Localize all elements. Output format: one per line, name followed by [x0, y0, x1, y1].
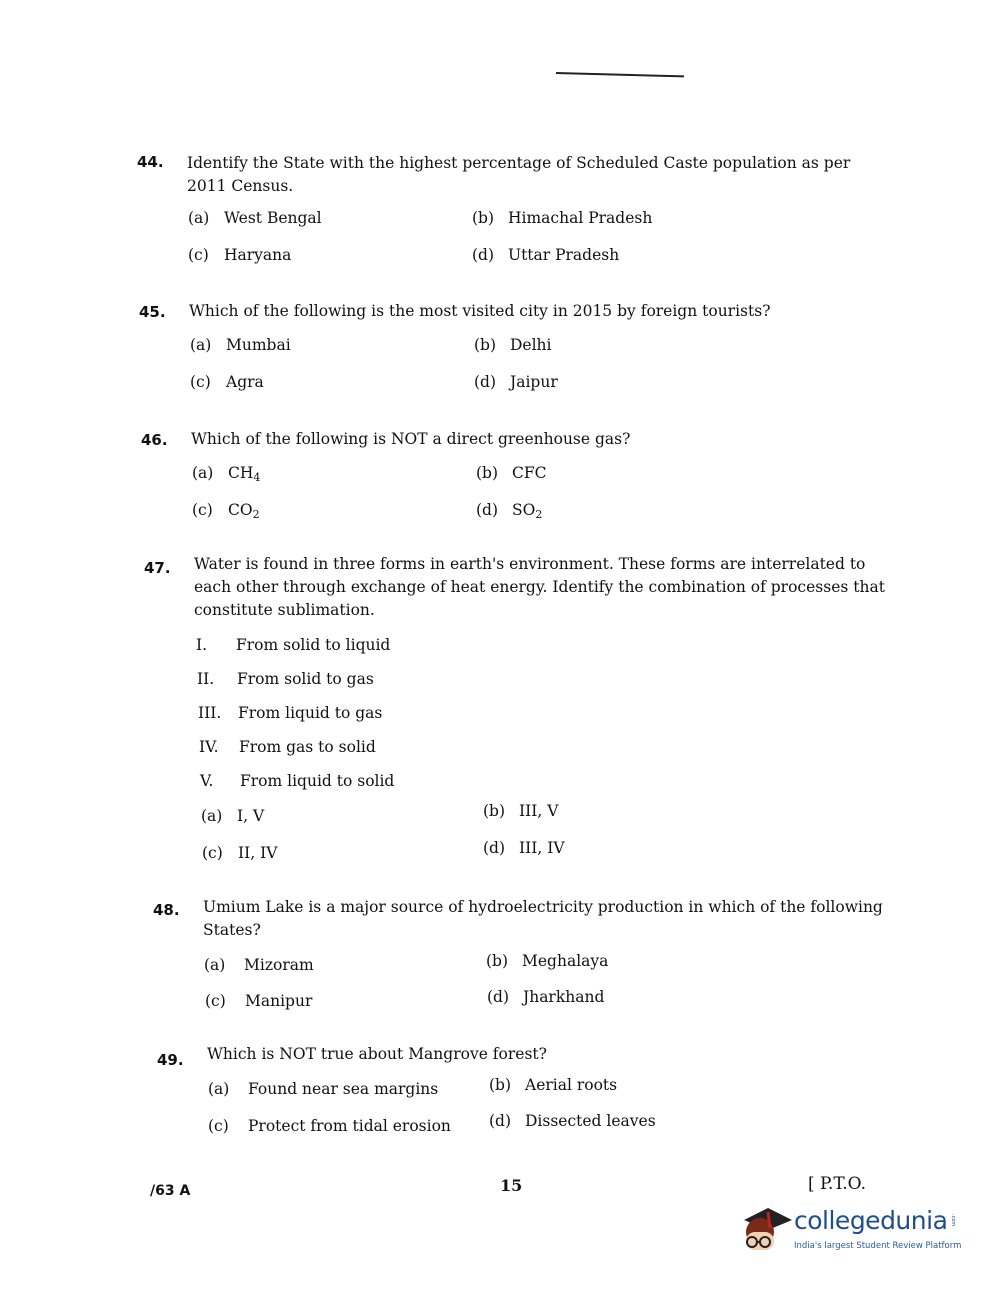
question-number: 44. — [137, 153, 164, 171]
option-label: (c) — [190, 373, 211, 391]
formula-base: CO — [228, 501, 253, 519]
option-label: (d) — [474, 373, 497, 391]
option-d — [483, 839, 565, 857]
question-text: Identify the State with the highest percentage of Scheduled Caste population as per 2011 Census. — [187, 154, 851, 195]
option-b — [476, 464, 546, 482]
option-label: (a) — [192, 464, 214, 482]
question-number: 49. — [157, 1051, 184, 1069]
statement-text: From solid to gas — [237, 670, 374, 688]
option-b — [486, 952, 608, 970]
option-label: (d) — [476, 501, 499, 519]
option-c — [202, 844, 277, 862]
option-b — [489, 1076, 617, 1094]
option-text: I, V — [237, 807, 265, 825]
option-label: (c) — [208, 1117, 229, 1135]
question-text — [203, 896, 883, 942]
option-text: CFC — [512, 464, 547, 482]
option-text: Meghalaya — [522, 952, 609, 970]
option-label: (d) — [483, 839, 506, 857]
pto-marker: [ P.T.O. — [808, 1174, 867, 1194]
option-label: (a) — [190, 336, 212, 354]
option-text: West Bengal — [224, 209, 322, 227]
option-formula — [512, 501, 542, 521]
option-label: (a) — [204, 956, 226, 974]
option-d — [489, 1112, 656, 1130]
option-b — [483, 802, 558, 820]
question-text — [194, 553, 885, 622]
option-a — [190, 336, 291, 354]
option-formula — [228, 501, 260, 521]
option-label: (a) — [208, 1080, 230, 1098]
statement-text: From liquid to solid — [240, 772, 395, 790]
question-text-line: Umium Lake is a major source of hydroelectricity production in which of the following — [203, 898, 883, 916]
statement-text: From liquid to gas — [238, 704, 383, 722]
question-text-line: each other through exchange of heat energy. Identify the combination of processes that — [194, 578, 885, 596]
option-label: (d) — [472, 246, 495, 264]
option-text: Jaipur — [510, 373, 558, 391]
option-label: (a) — [201, 807, 223, 825]
statement-numeral: III. — [198, 704, 222, 722]
option-b — [472, 209, 652, 227]
option-d — [474, 373, 558, 391]
option-label: (c) — [188, 246, 209, 264]
option-label: (c) — [202, 844, 223, 862]
option-formula — [228, 464, 260, 484]
option-label: (d) — [487, 988, 510, 1006]
question-number: 48. — [153, 901, 180, 919]
question-text: Which of the following is the most visited city in 2015 by foreign tourists? — [189, 302, 771, 320]
brand-name: collegedunia — [794, 1206, 948, 1235]
option-text: II, IV — [238, 844, 278, 862]
option-label: (b) — [489, 1076, 512, 1094]
formula-base: CH — [228, 464, 254, 482]
statement-numeral: V. — [200, 772, 214, 790]
question-text: Which is NOT true about Mangrove forest? — [207, 1045, 547, 1063]
option-text: III, V — [519, 802, 559, 820]
option-d — [487, 988, 604, 1006]
statement-iii — [198, 704, 382, 722]
option-label: (b) — [486, 952, 509, 970]
statement-numeral: I. — [196, 636, 208, 654]
statement-v — [200, 772, 394, 790]
option-text: Haryana — [224, 246, 292, 264]
collegedunia-logo — [734, 1198, 964, 1258]
question-number: 45. — [139, 303, 166, 321]
option-text: Aerial roots — [525, 1076, 618, 1094]
option-label: (a) — [188, 209, 210, 227]
option-text: Agra — [226, 373, 264, 391]
option-d — [476, 501, 542, 521]
option-label: (b) — [472, 209, 495, 227]
formula-base: SO — [512, 501, 536, 519]
question-text-line: Water is found in three forms in earth's environment. These forms are interrelated to — [194, 555, 866, 573]
option-text: Himachal Pradesh — [508, 209, 653, 227]
student-mascot-icon — [734, 1198, 794, 1258]
question-text-line: States? — [203, 921, 261, 939]
option-a — [204, 956, 314, 974]
statement-i — [196, 636, 390, 654]
option-text: Uttar Pradesh — [508, 246, 620, 264]
option-c — [190, 373, 264, 391]
option-text: Protect from tidal erosion — [248, 1117, 451, 1135]
option-label: (b) — [483, 802, 506, 820]
option-label: (c) — [192, 501, 213, 519]
option-label: (b) — [474, 336, 497, 354]
option-text: Mizoram — [244, 956, 314, 974]
booklet-code: /63 A — [150, 1183, 191, 1199]
option-c — [192, 501, 260, 521]
option-text: Jharkhand — [523, 988, 605, 1006]
option-b — [474, 336, 552, 354]
option-a — [201, 807, 264, 825]
option-text: Found near sea margins — [248, 1080, 439, 1098]
formula-subscript: 2 — [535, 508, 543, 521]
option-text: Mumbai — [226, 336, 291, 354]
option-label: (b) — [476, 464, 499, 482]
statement-numeral: IV. — [199, 738, 219, 756]
statement-ii — [197, 670, 374, 688]
option-text: Dissected leaves — [525, 1112, 656, 1130]
option-d — [472, 246, 619, 264]
brand-domain: .com — [950, 1214, 956, 1227]
question-text-line: constitute sublimation. — [194, 601, 375, 619]
top-rule — [556, 72, 684, 77]
question-text: Which of the following is NOT a direct greenhouse gas? — [191, 430, 631, 448]
statement-numeral: II. — [197, 670, 215, 688]
question-number: 47. — [144, 559, 171, 577]
option-c — [205, 992, 312, 1010]
page-number: 15 — [500, 1176, 523, 1195]
option-text: III, IV — [519, 839, 565, 857]
option-c — [208, 1117, 451, 1135]
brand-tagline: India's largest Student Review Platform — [794, 1241, 962, 1251]
option-text: Delhi — [510, 336, 552, 354]
statement-text: From gas to solid — [239, 738, 376, 756]
option-label: (c) — [205, 992, 226, 1010]
option-a — [192, 464, 260, 484]
statement-text: From solid to liquid — [236, 636, 391, 654]
option-label: (d) — [489, 1112, 512, 1130]
option-a — [188, 209, 322, 227]
option-a — [208, 1080, 438, 1098]
option-text: Manipur — [245, 992, 313, 1010]
option-c — [188, 246, 291, 264]
formula-subscript: 4 — [253, 471, 261, 484]
formula-subscript: 2 — [252, 508, 260, 521]
question-number: 46. — [141, 431, 168, 449]
statement-iv — [199, 738, 376, 756]
